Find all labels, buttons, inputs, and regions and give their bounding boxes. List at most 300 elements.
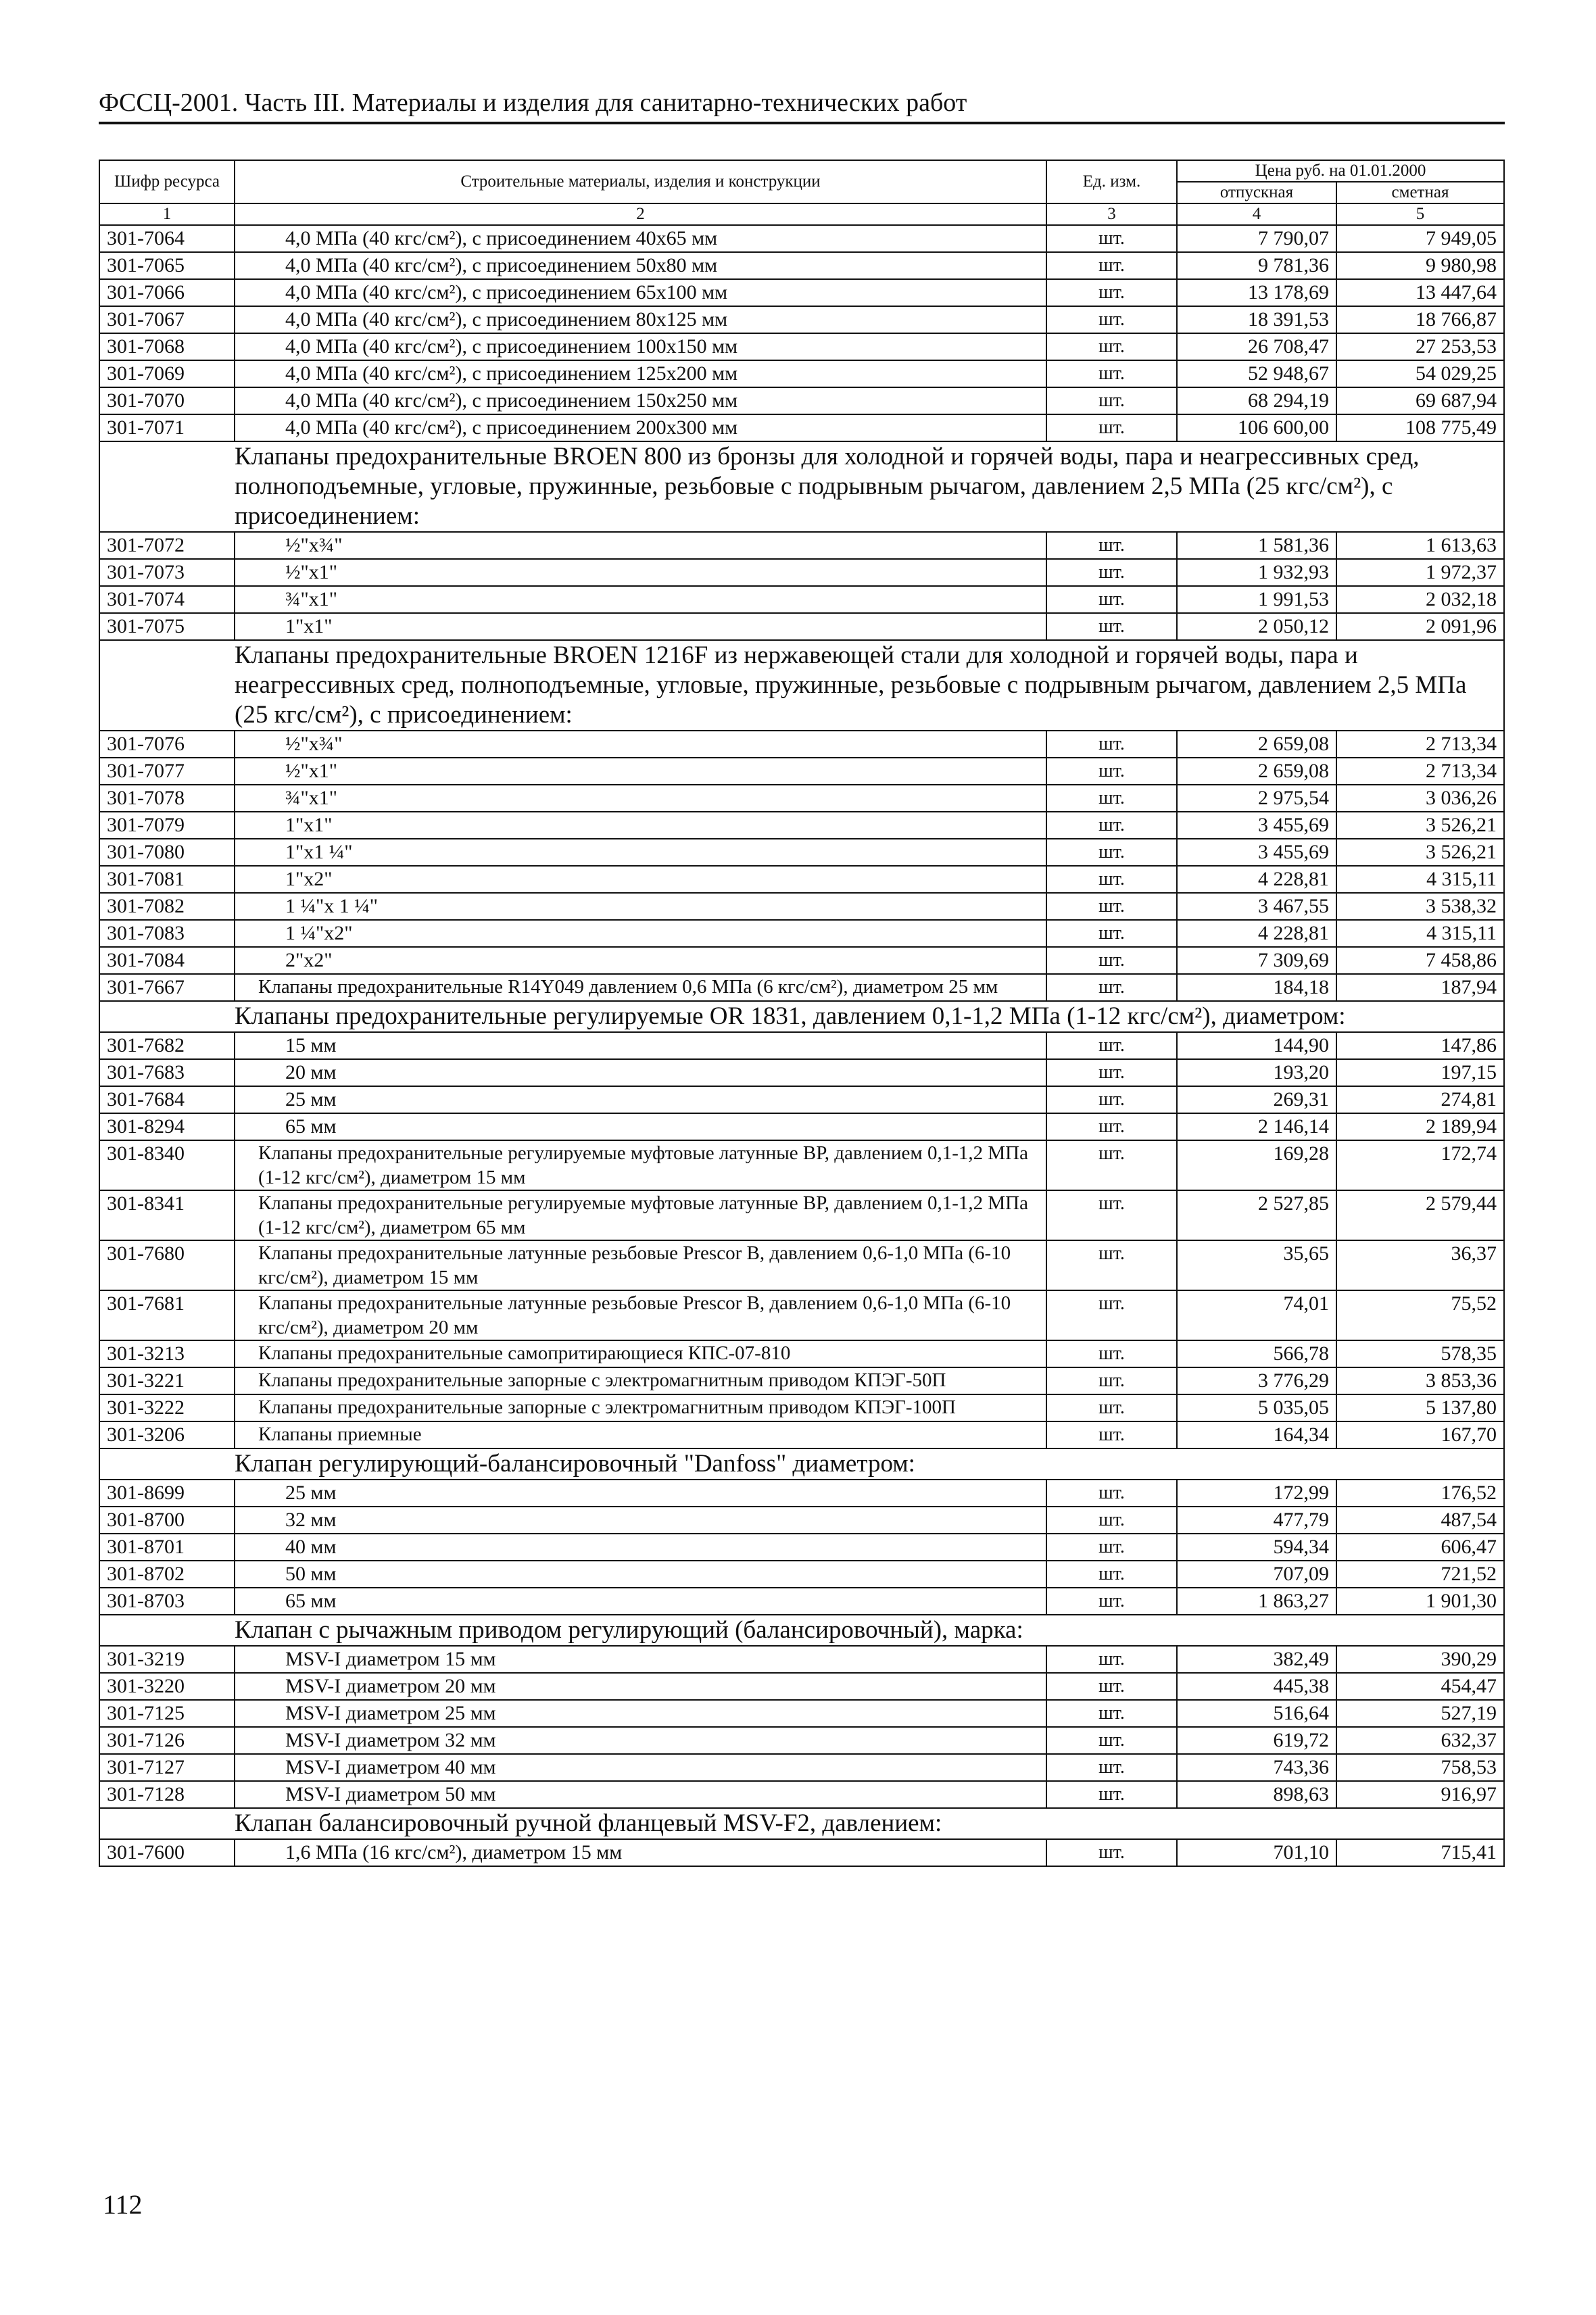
unit-cell: шт. <box>1046 1113 1177 1140</box>
table-row <box>99 1480 1504 1507</box>
estimate-price: 578,35 <box>1336 1340 1504 1367</box>
item-name: Клапаны предохранительные регулируемые муфтовые латунные ВР, давлением 0,1-1,2 МПа (1-12 кгс/см²), диаметром 15 мм <box>235 1140 1046 1190</box>
unit-cell: шт. <box>1046 1646 1177 1673</box>
item-name: ½"x¾" <box>235 532 1046 559</box>
release-price: 144,90 <box>1177 1032 1336 1059</box>
item-name: 1"x2" <box>235 866 1046 893</box>
resource-code: 301-7078 <box>99 785 235 812</box>
table-row <box>99 1340 1504 1367</box>
resource-code: 301-7125 <box>99 1700 235 1727</box>
table-row <box>99 1086 1504 1113</box>
item-name: ½"x1" <box>235 758 1046 785</box>
estimate-price: 2 579,44 <box>1336 1190 1504 1240</box>
release-price: 1 581,36 <box>1177 532 1336 559</box>
unit-cell: шт. <box>1046 1507 1177 1534</box>
unit-cell: шт. <box>1046 1290 1177 1340</box>
release-price: 5 035,05 <box>1177 1394 1336 1421</box>
page-header-title: ФССЦ-2001. Часть III. Материалы и изделия для санитарно-технических работ <box>99 89 967 117</box>
table-row <box>99 1290 1504 1340</box>
table-row <box>99 893 1504 920</box>
table-row <box>99 1421 1504 1448</box>
release-price: 516,64 <box>1177 1700 1336 1727</box>
item-name: ¾"x1" <box>235 586 1046 613</box>
table-row <box>99 1140 1504 1190</box>
release-price: 2 527,85 <box>1177 1190 1336 1240</box>
item-name: 1"x1" <box>235 812 1046 839</box>
table-row <box>99 1727 1504 1754</box>
unit-cell: шт. <box>1046 920 1177 947</box>
release-price: 3 467,55 <box>1177 893 1336 920</box>
resource-code: 301-7600 <box>99 1839 235 1866</box>
resource-code: 301-8702 <box>99 1561 235 1588</box>
release-price: 35,65 <box>1177 1240 1336 1290</box>
column-number: 5 <box>1336 203 1504 225</box>
estimate-price: 1 972,37 <box>1336 559 1504 586</box>
item-name: ¾"x1" <box>235 785 1046 812</box>
resource-code: 301-7065 <box>99 252 235 279</box>
table-row <box>99 1534 1504 1561</box>
resource-code: 301-7064 <box>99 225 235 252</box>
release-price: 2 975,54 <box>1177 785 1336 812</box>
resource-code: 301-7682 <box>99 1032 235 1059</box>
table-row <box>99 1507 1504 1534</box>
unit-cell: шт. <box>1046 1140 1177 1190</box>
item-name: Клапаны предохранительные запорные с электромагнитным приводом КПЭГ-50П <box>235 1367 1046 1394</box>
table-row <box>99 1190 1504 1240</box>
resource-code: 301-7070 <box>99 387 235 414</box>
header-name: Строительные материалы, изделия и конструкции <box>235 160 1046 203</box>
table-section-row <box>99 1448 1504 1480</box>
resource-code: 301-8294 <box>99 1113 235 1140</box>
resource-code: 301-7077 <box>99 758 235 785</box>
resource-code: 301-7066 <box>99 279 235 306</box>
table-row <box>99 586 1504 613</box>
table-section-row <box>99 1808 1504 1839</box>
estimate-price: 3 036,26 <box>1336 785 1504 812</box>
estimate-price: 454,47 <box>1336 1673 1504 1700</box>
table-row <box>99 1059 1504 1086</box>
unit-cell: шт. <box>1046 1754 1177 1781</box>
release-price: 18 391,53 <box>1177 306 1336 333</box>
table-row <box>99 1588 1504 1615</box>
estimate-price: 7 458,86 <box>1336 947 1504 974</box>
resource-code: 301-8703 <box>99 1588 235 1615</box>
estimate-price: 3 526,21 <box>1336 812 1504 839</box>
unit-cell: шт. <box>1046 1240 1177 1290</box>
resource-code: 301-3220 <box>99 1673 235 1700</box>
header-code: Шифр ресурса <box>99 160 235 203</box>
release-price: 566,78 <box>1177 1340 1336 1367</box>
item-name: MSV-I диаметром 50 мм <box>235 1781 1046 1808</box>
table-row <box>99 731 1504 758</box>
release-price: 3 455,69 <box>1177 812 1336 839</box>
release-price: 3 776,29 <box>1177 1367 1336 1394</box>
release-price: 1 932,93 <box>1177 559 1336 586</box>
table-row <box>99 1561 1504 1588</box>
page-number: 112 <box>103 2189 143 2220</box>
resource-code: 301-7068 <box>99 333 235 360</box>
resource-code: 301-7084 <box>99 947 235 974</box>
release-price: 269,31 <box>1177 1086 1336 1113</box>
item-name: 4,0 МПа (40 кгс/см²), с присоединением 125x200 мм <box>235 360 1046 387</box>
section-heading: Клапаны предохранительные BROEN 800 из бронзы для холодной и горячей воды, пара и неагрессивных сред, полноподъемные, угловые, пружинные, резьбовые с подрывным рычагом, давлением 2,5 МПа (25 кгс/см²), с присоединением: <box>235 441 1504 532</box>
section-heading: Клапан регулирующий-балансировочный "Danfoss" диаметром: <box>235 1448 1504 1480</box>
estimate-price: 9 980,98 <box>1336 252 1504 279</box>
item-name: 50 мм <box>235 1561 1046 1588</box>
table-row <box>99 1673 1504 1700</box>
unit-cell: шт. <box>1046 947 1177 974</box>
unit-cell: шт. <box>1046 866 1177 893</box>
unit-cell: шт. <box>1046 758 1177 785</box>
release-price: 106 600,00 <box>1177 414 1336 441</box>
item-name: 2"x2" <box>235 947 1046 974</box>
column-numbers-row <box>99 203 1504 225</box>
unit-cell: шт. <box>1046 1086 1177 1113</box>
section-heading: Клапаны предохранительные регулируемые OR 1831, давлением 0,1-1,2 МПа (1-12 кгс/см²), диаметром: <box>235 1001 1504 1032</box>
estimate-price: 1 901,30 <box>1336 1588 1504 1615</box>
table-row <box>99 532 1504 559</box>
resource-code: 301-7683 <box>99 1059 235 1086</box>
release-price: 382,49 <box>1177 1646 1336 1673</box>
item-name: MSV-I диаметром 40 мм <box>235 1754 1046 1781</box>
release-price: 7 790,07 <box>1177 225 1336 252</box>
item-name: MSV-I диаметром 32 мм <box>235 1727 1046 1754</box>
unit-cell: шт. <box>1046 812 1177 839</box>
item-name: 25 мм <box>235 1480 1046 1507</box>
estimate-price: 390,29 <box>1336 1646 1504 1673</box>
section-code-cell <box>99 640 235 731</box>
release-price: 1 991,53 <box>1177 586 1336 613</box>
unit-cell: шт. <box>1046 1839 1177 1866</box>
unit-cell: шт. <box>1046 532 1177 559</box>
release-price: 4 228,81 <box>1177 920 1336 947</box>
estimate-price: 916,97 <box>1336 1781 1504 1808</box>
unit-cell: шт. <box>1046 225 1177 252</box>
resource-code: 301-3219 <box>99 1646 235 1673</box>
item-name: 1 ¼"x2" <box>235 920 1046 947</box>
item-name: 4,0 МПа (40 кгс/см²), с присоединением 100x150 мм <box>235 333 1046 360</box>
resource-code: 301-3206 <box>99 1421 235 1448</box>
item-name: Клапаны предохранительные самопритирающиеся КПС-07-810 <box>235 1340 1046 1367</box>
unit-cell: шт. <box>1046 414 1177 441</box>
estimate-price: 758,53 <box>1336 1754 1504 1781</box>
resource-code: 301-7075 <box>99 613 235 640</box>
resource-code: 301-7079 <box>99 812 235 839</box>
release-price: 7 309,69 <box>1177 947 1336 974</box>
estimate-price: 721,52 <box>1336 1561 1504 1588</box>
table-section-row <box>99 1001 1504 1032</box>
resource-code: 301-3222 <box>99 1394 235 1421</box>
table-row <box>99 559 1504 586</box>
estimate-price: 3 538,32 <box>1336 893 1504 920</box>
table-row <box>99 1032 1504 1059</box>
table-row <box>99 1394 1504 1421</box>
item-name: Клапаны предохранительные регулируемые муфтовые латунные ВР, давлением 0,1-1,2 МПа (1-12 кгс/см²), диаметром 65 мм <box>235 1190 1046 1240</box>
estimate-price: 18 766,87 <box>1336 306 1504 333</box>
table-row <box>99 1646 1504 1673</box>
release-price: 2 659,08 <box>1177 758 1336 785</box>
column-number: 4 <box>1177 203 1336 225</box>
estimate-price: 108 775,49 <box>1336 414 1504 441</box>
section-heading: Клапаны предохранительные BROEN 1216F из нержавеющей стали для холодной и горячей воды, пара и неагрессивных сред, полноподъемные, угловые, пружинные, резьбовые с подрывным рычагом, давлением 2,5 МПа (25 кгс/см²), с присоединением: <box>235 640 1504 731</box>
unit-cell: шт. <box>1046 252 1177 279</box>
table-row <box>99 333 1504 360</box>
release-price: 2 050,12 <box>1177 613 1336 640</box>
table-row <box>99 1700 1504 1727</box>
release-price: 2 659,08 <box>1177 731 1336 758</box>
item-name: 1"x1" <box>235 613 1046 640</box>
section-heading: Клапан балансировочный ручной фланцевый MSV-F2, давлением: <box>235 1808 1504 1839</box>
table-row <box>99 279 1504 306</box>
item-name: 1"x1 ¼" <box>235 839 1046 866</box>
item-name: 15 мм <box>235 1032 1046 1059</box>
estimate-price: 69 687,94 <box>1336 387 1504 414</box>
unit-cell: шт. <box>1046 1700 1177 1727</box>
column-number: 1 <box>99 203 235 225</box>
release-price: 701,10 <box>1177 1839 1336 1866</box>
estimate-price: 7 949,05 <box>1336 225 1504 252</box>
table-row <box>99 920 1504 947</box>
section-code-cell <box>99 1808 235 1839</box>
unit-cell: шт. <box>1046 1727 1177 1754</box>
resource-code: 301-7071 <box>99 414 235 441</box>
table-body <box>99 225 1504 1866</box>
table-row <box>99 306 1504 333</box>
resource-code: 301-7684 <box>99 1086 235 1113</box>
resource-code: 301-7074 <box>99 586 235 613</box>
header-estimate: сметная <box>1336 182 1504 203</box>
item-name: Клапаны предохранительные латунные резьбовые Prescor B, давлением 0,6-1,0 МПа (6-10 кгс/см²), диаметром 15 мм <box>235 1240 1046 1290</box>
release-price: 74,01 <box>1177 1290 1336 1340</box>
estimate-price: 4 315,11 <box>1336 866 1504 893</box>
unit-cell: шт. <box>1046 279 1177 306</box>
table-row <box>99 360 1504 387</box>
item-name: 4,0 МПа (40 кгс/см²), с присоединением 50x80 мм <box>235 252 1046 279</box>
unit-cell: шт. <box>1046 893 1177 920</box>
table-row <box>99 1367 1504 1394</box>
unit-cell: шт. <box>1046 333 1177 360</box>
item-name: 4,0 МПа (40 кгс/см²), с присоединением 80x125 мм <box>235 306 1046 333</box>
resource-code: 301-7069 <box>99 360 235 387</box>
unit-cell: шт. <box>1046 974 1177 1001</box>
item-name: Клапаны предохранительные латунные резьбовые Prescor B, давлением 0,6-1,0 МПа (6-10 кгс/см²), диаметром 20 мм <box>235 1290 1046 1340</box>
estimate-price: 4 315,11 <box>1336 920 1504 947</box>
unit-cell: шт. <box>1046 1190 1177 1240</box>
release-price: 594,34 <box>1177 1534 1336 1561</box>
table-row <box>99 252 1504 279</box>
item-name: 4,0 МПа (40 кгс/см²), с присоединением 40x65 мм <box>235 225 1046 252</box>
item-name: ½"x¾" <box>235 731 1046 758</box>
estimate-price: 147,86 <box>1336 1032 1504 1059</box>
resource-code: 301-7681 <box>99 1290 235 1340</box>
unit-cell: шт. <box>1046 387 1177 414</box>
unit-cell: шт. <box>1046 1032 1177 1059</box>
table-row <box>99 785 1504 812</box>
estimate-price: 2 713,34 <box>1336 758 1504 785</box>
unit-cell: шт. <box>1046 360 1177 387</box>
release-price: 3 455,69 <box>1177 839 1336 866</box>
section-code-cell <box>99 1615 235 1646</box>
release-price: 52 948,67 <box>1177 360 1336 387</box>
page-header <box>99 87 1505 124</box>
table-row <box>99 613 1504 640</box>
item-name: 1,6 МПа (16 кгс/см²), диаметром 15 мм <box>235 1839 1046 1866</box>
release-price: 172,99 <box>1177 1480 1336 1507</box>
estimate-price: 197,15 <box>1336 1059 1504 1086</box>
table-row <box>99 1781 1504 1808</box>
estimate-price: 36,37 <box>1336 1240 1504 1290</box>
unit-cell: шт. <box>1046 1367 1177 1394</box>
estimate-price: 187,94 <box>1336 974 1504 1001</box>
release-price: 184,18 <box>1177 974 1336 1001</box>
resource-code: 301-3221 <box>99 1367 235 1394</box>
resource-code: 301-8340 <box>99 1140 235 1190</box>
estimate-price: 527,19 <box>1336 1700 1504 1727</box>
table-row <box>99 414 1504 441</box>
unit-cell: шт. <box>1046 731 1177 758</box>
item-name: Клапаны предохранительные R14Y049 давлением 0,6 МПа (6 кгс/см²), диаметром 25 мм <box>235 974 1046 1001</box>
column-number: 2 <box>235 203 1046 225</box>
unit-cell: шт. <box>1046 785 1177 812</box>
item-name: 4,0 МПа (40 кгс/см²), с присоединением 200x300 мм <box>235 414 1046 441</box>
release-price: 26 708,47 <box>1177 333 1336 360</box>
table-row <box>99 839 1504 866</box>
table-row <box>99 1240 1504 1290</box>
estimate-price: 274,81 <box>1336 1086 1504 1113</box>
header-unit: Ед. изм. <box>1046 160 1177 203</box>
estimate-price: 1 613,63 <box>1336 532 1504 559</box>
table-section-row <box>99 1615 1504 1646</box>
estimate-price: 2 032,18 <box>1336 586 1504 613</box>
table-row <box>99 1839 1504 1866</box>
release-price: 445,38 <box>1177 1673 1336 1700</box>
resource-code: 301-7667 <box>99 974 235 1001</box>
unit-cell: шт. <box>1046 586 1177 613</box>
unit-cell: шт. <box>1046 1421 1177 1448</box>
estimate-price: 3 526,21 <box>1336 839 1504 866</box>
estimate-price: 3 853,36 <box>1336 1367 1504 1394</box>
item-name: MSV-I диаметром 15 мм <box>235 1646 1046 1673</box>
resource-code: 301-7127 <box>99 1754 235 1781</box>
unit-cell: шт. <box>1046 1534 1177 1561</box>
estimate-price: 176,52 <box>1336 1480 1504 1507</box>
release-price: 743,36 <box>1177 1754 1336 1781</box>
resource-code: 301-7082 <box>99 893 235 920</box>
release-price: 169,28 <box>1177 1140 1336 1190</box>
release-price: 9 781,36 <box>1177 252 1336 279</box>
release-price: 13 178,69 <box>1177 279 1336 306</box>
section-code-cell <box>99 441 235 532</box>
release-price: 707,09 <box>1177 1561 1336 1588</box>
resource-code: 301-7081 <box>99 866 235 893</box>
item-name: 40 мм <box>235 1534 1046 1561</box>
resource-code: 301-7083 <box>99 920 235 947</box>
resource-code: 301-7680 <box>99 1240 235 1290</box>
estimate-price: 54 029,25 <box>1336 360 1504 387</box>
table-section-row <box>99 640 1504 731</box>
item-name: ½"x1" <box>235 559 1046 586</box>
item-name: MSV-I диаметром 20 мм <box>235 1673 1046 1700</box>
release-price: 4 228,81 <box>1177 866 1336 893</box>
price-table <box>99 160 1505 1867</box>
resource-code: 301-8700 <box>99 1507 235 1534</box>
unit-cell: шт. <box>1046 1588 1177 1615</box>
estimate-price: 632,37 <box>1336 1727 1504 1754</box>
unit-cell: шт. <box>1046 613 1177 640</box>
release-price: 619,72 <box>1177 1727 1336 1754</box>
resource-code: 301-7080 <box>99 839 235 866</box>
item-name: 4,0 МПа (40 кгс/см²), с присоединением 65x100 мм <box>235 279 1046 306</box>
unit-cell: шт. <box>1046 1394 1177 1421</box>
unit-cell: шт. <box>1046 1480 1177 1507</box>
estimate-price: 75,52 <box>1336 1290 1504 1340</box>
resource-code: 301-7073 <box>99 559 235 586</box>
table-row <box>99 947 1504 974</box>
table-row <box>99 866 1504 893</box>
section-code-cell <box>99 1001 235 1032</box>
estimate-price: 13 447,64 <box>1336 279 1504 306</box>
estimate-price: 606,47 <box>1336 1534 1504 1561</box>
table-row <box>99 1754 1504 1781</box>
resource-code: 301-3213 <box>99 1340 235 1367</box>
table-row <box>99 758 1504 785</box>
resource-code: 301-7128 <box>99 1781 235 1808</box>
estimate-price: 487,54 <box>1336 1507 1504 1534</box>
resource-code: 301-7126 <box>99 1727 235 1754</box>
release-price: 2 146,14 <box>1177 1113 1336 1140</box>
table-section-row <box>99 441 1504 532</box>
item-name: 32 мм <box>235 1507 1046 1534</box>
unit-cell: шт. <box>1046 559 1177 586</box>
unit-cell: шт. <box>1046 1781 1177 1808</box>
release-price: 898,63 <box>1177 1781 1336 1808</box>
unit-cell: шт. <box>1046 306 1177 333</box>
item-name: Клапаны предохранительные запорные с электромагнитным приводом КПЭГ-100П <box>235 1394 1046 1421</box>
unit-cell: шт. <box>1046 1340 1177 1367</box>
item-name: 65 мм <box>235 1588 1046 1615</box>
table-row <box>99 812 1504 839</box>
table-row <box>99 974 1504 1001</box>
release-price: 164,34 <box>1177 1421 1336 1448</box>
estimate-price: 167,70 <box>1336 1421 1504 1448</box>
unit-cell: шт. <box>1046 1059 1177 1086</box>
unit-cell: шт. <box>1046 1561 1177 1588</box>
release-price: 1 863,27 <box>1177 1588 1336 1615</box>
column-number: 3 <box>1046 203 1177 225</box>
estimate-price: 2 713,34 <box>1336 731 1504 758</box>
estimate-price: 2 189,94 <box>1336 1113 1504 1140</box>
item-name: 20 мм <box>235 1059 1046 1086</box>
item-name: 4,0 МПа (40 кгс/см²), с присоединением 150x250 мм <box>235 387 1046 414</box>
resource-code: 301-8699 <box>99 1480 235 1507</box>
item-name: 65 мм <box>235 1113 1046 1140</box>
header-price: Цена руб. на 01.01.2000 <box>1177 160 1504 182</box>
section-code-cell <box>99 1448 235 1480</box>
estimate-price: 5 137,80 <box>1336 1394 1504 1421</box>
resource-code: 301-8341 <box>99 1190 235 1240</box>
resource-code: 301-7072 <box>99 532 235 559</box>
resource-code: 301-8701 <box>99 1534 235 1561</box>
release-price: 193,20 <box>1177 1059 1336 1086</box>
resource-code: 301-7076 <box>99 731 235 758</box>
estimate-price: 172,74 <box>1336 1140 1504 1190</box>
release-price: 68 294,19 <box>1177 387 1336 414</box>
release-price: 477,79 <box>1177 1507 1336 1534</box>
unit-cell: шт. <box>1046 839 1177 866</box>
resource-code: 301-7067 <box>99 306 235 333</box>
header-release: отпускная <box>1177 182 1336 203</box>
table-row <box>99 1113 1504 1140</box>
